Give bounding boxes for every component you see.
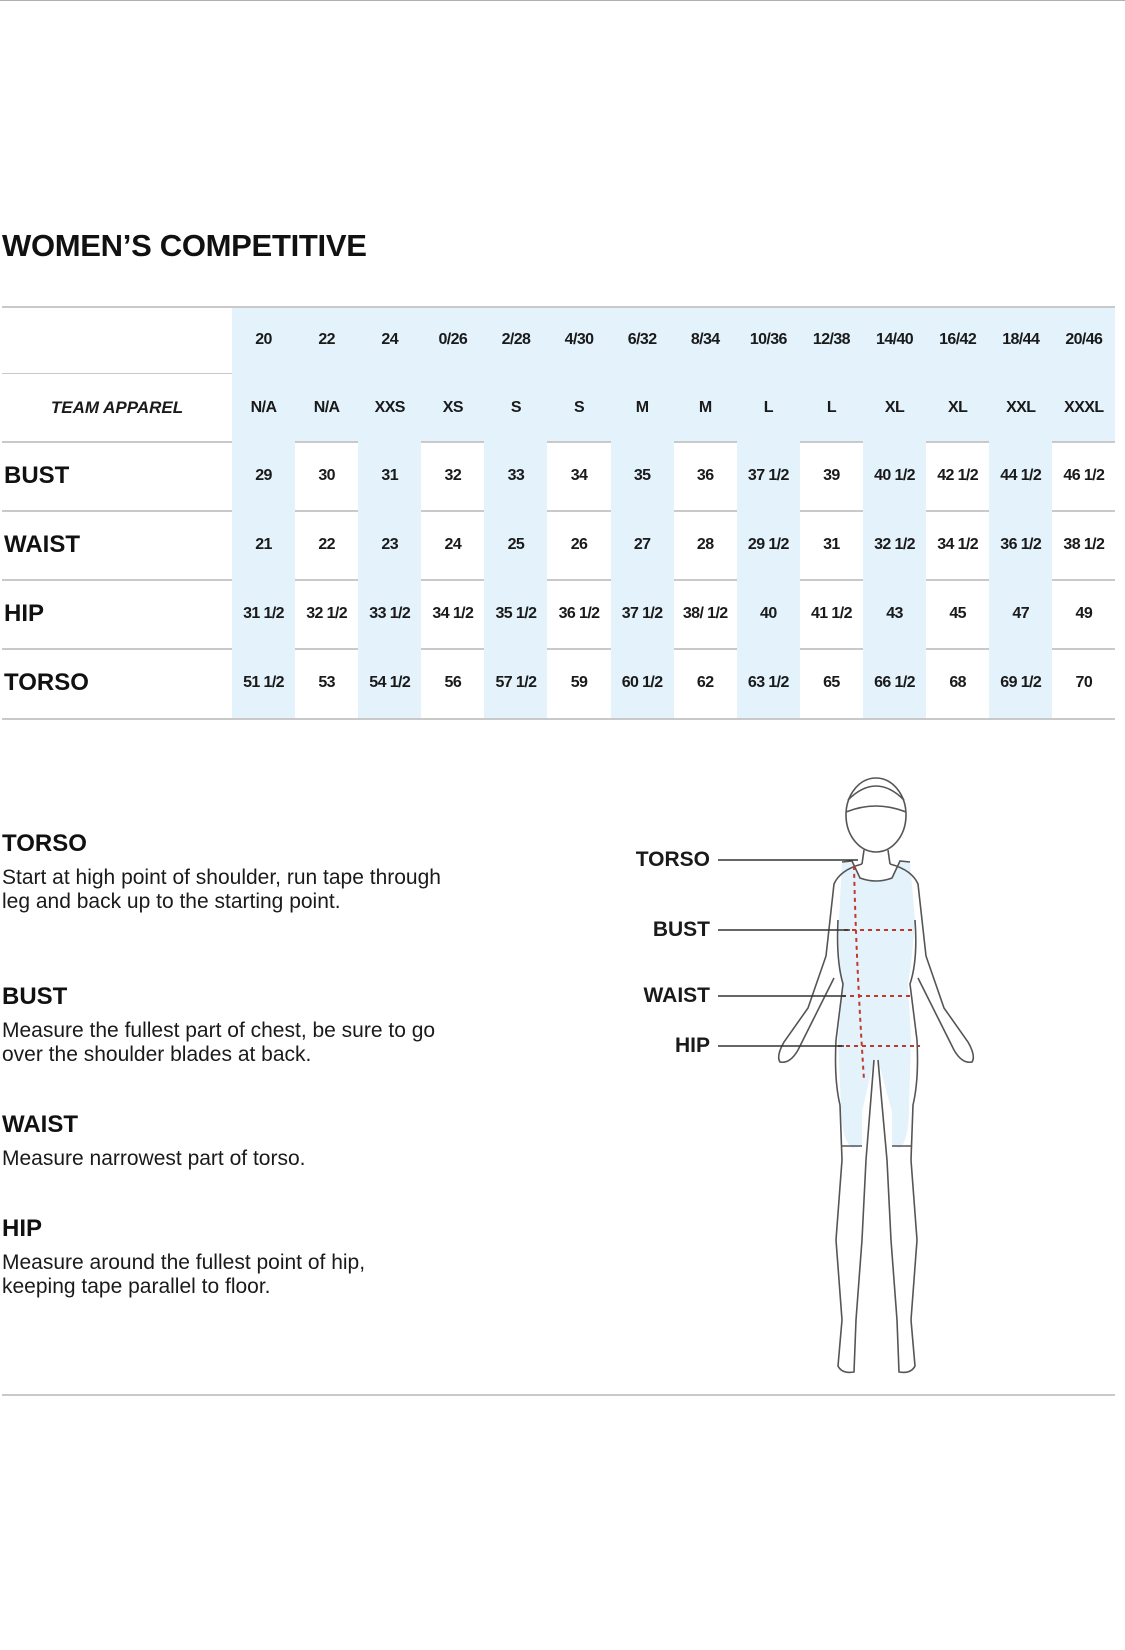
size-chart-table (2, 306, 1115, 726)
top-divider (0, 0, 1125, 1)
measurement-cell: 24 (444, 535, 462, 553)
measurement-cell: 63 1/2 (747, 673, 789, 691)
measurement-cell: 34 1/2 (937, 535, 979, 553)
measurement-cell: 31 1/2 (243, 604, 284, 622)
measurement-cell: 41 1/2 (810, 604, 852, 622)
measurement-cell: 40 1/2 (874, 466, 915, 484)
measurement-cell: 22 (318, 535, 335, 553)
measurement-cell: 34 1/2 (432, 604, 474, 622)
row-label-bust: BUST (4, 461, 70, 489)
size-header-cell: 18/44 (1002, 331, 1040, 348)
measurement-cell: 62 (696, 673, 714, 691)
measurement-cell: 70 (1075, 673, 1093, 691)
team-apparel-cell: M (635, 398, 649, 416)
measurement-cell: 65 (823, 673, 840, 691)
measurement-cell: 56 (444, 673, 462, 691)
measurement-cell: 33 (507, 466, 525, 484)
size-header-cell: 12/38 (812, 331, 850, 348)
team-apparel-cell: XL (948, 398, 968, 416)
measurement-cell: 51 1/2 (243, 673, 284, 691)
figure-label-waist: WAIST (643, 984, 710, 1007)
measurement-cell: 43 (886, 604, 903, 622)
measurement-cell: 36 1/2 (558, 604, 600, 622)
measurement-cell: 44 1/2 (1000, 466, 1042, 484)
measurement-cell: 39 (823, 466, 840, 484)
size-header-cell: 8/34 (690, 331, 720, 348)
team-apparel-cell: S (574, 398, 585, 416)
measurement-cell: 32 (444, 466, 462, 484)
team-apparel-cell: L (826, 398, 837, 416)
measurement-cell: 35 1/2 (495, 604, 537, 622)
size-header-cell: 16/42 (939, 331, 977, 348)
team-apparel-cell: N/A (313, 398, 340, 416)
measurement-cell: 37 1/2 (747, 466, 789, 484)
measurement-cell: 69 1/2 (1000, 673, 1042, 691)
instruction-text: Start at high point of shoulder, run tape through leg and back up to the starting point. (2, 866, 441, 913)
instruction-heading: WAIST (2, 1111, 78, 1138)
measurement-cell: 53 (318, 673, 335, 691)
measurement-cell: 49 (1075, 604, 1093, 622)
table-bottom-line (2, 718, 1115, 720)
instruction-waist (2, 1111, 442, 1171)
measurement-cell: 59 (570, 673, 588, 691)
measurement-cell: 45 (949, 604, 966, 622)
measurement-cell: 38/ 1/2 (682, 604, 728, 622)
measurement-cell: 25 (507, 535, 525, 553)
team-apparel-cell: S (510, 398, 521, 416)
measurement-cell: 36 1/2 (1000, 535, 1042, 553)
instruction-hip (2, 1215, 442, 1299)
measurement-cell: 36 (696, 466, 714, 484)
team-apparel-cell: XL (884, 398, 905, 416)
team-apparel-cell: L (763, 398, 773, 416)
measurement-cell: 60 1/2 (621, 673, 663, 691)
measurement-cell: 29 1/2 (747, 535, 789, 553)
measurement-cell: 27 (633, 535, 651, 553)
team-apparel-cell: XXS (374, 398, 405, 416)
size-header-cell: 4/30 (564, 331, 594, 348)
size-header-cell: 22 (318, 331, 335, 348)
figure-label-torso: TORSO (635, 848, 710, 871)
instruction-heading: BUST (2, 983, 68, 1010)
team-apparel-cell: M (698, 398, 712, 416)
team-apparel-cell: N/A (250, 398, 277, 416)
measurement-cell: 32 1/2 (874, 535, 915, 553)
row-label-waist: WAIST (4, 530, 80, 558)
measurement-cell: 46 1/2 (1063, 466, 1105, 484)
measurement-cell: 29 (255, 466, 272, 484)
measurement-cell: 26 (570, 535, 588, 553)
instruction-heading: HIP (2, 1215, 43, 1242)
swimsuit-fill (838, 861, 915, 1148)
team-apparel-cell: XXXL (1064, 398, 1104, 416)
size-header-cell: 14/40 (876, 331, 914, 348)
team-apparel-cell: XXL (1006, 398, 1036, 416)
team-apparel-cell: XS (442, 398, 463, 416)
measurement-cell: 23 (381, 535, 399, 553)
measurement-cell: 31 (823, 535, 840, 553)
instruction-text: Measure the fullest part of chest, be sure to go over the shoulder blades at back. (2, 1019, 436, 1066)
measurement-cell: 34 (570, 466, 588, 484)
bottom-divider (2, 1394, 1115, 1396)
instruction-heading: TORSO (2, 830, 87, 857)
row-label-torso: TORSO (4, 668, 89, 696)
size-header-cell: 20 (255, 331, 272, 348)
measurement-cell: 33 1/2 (369, 604, 411, 622)
measurement-cell: 66 1/2 (874, 673, 915, 691)
measurement-cell: 42 1/2 (937, 466, 979, 484)
measurement-cell: 40 (760, 604, 777, 622)
measurement-cell: 57 1/2 (495, 673, 537, 691)
size-header-cell: 6/32 (627, 331, 657, 348)
label-leaders (718, 860, 858, 1046)
measurement-cell: 54 1/2 (369, 673, 411, 691)
figure-label-hip: HIP (674, 1034, 710, 1057)
measurement-cell: 37 1/2 (621, 604, 663, 622)
measurement-cell: 28 (696, 535, 714, 553)
measurement-cell: 31 (381, 466, 399, 484)
body-measurement-figure (630, 760, 1030, 1400)
size-header-cell: 20/46 (1065, 331, 1103, 348)
measurement-cell: 30 (318, 466, 335, 484)
body-outline (779, 778, 974, 1372)
size-header-cell: 0/26 (438, 331, 468, 348)
row-label-hip: HIP (4, 599, 45, 627)
page-title: WOMEN’S COMPETITIVE (2, 228, 367, 263)
size-header-cell: 2/28 (501, 331, 531, 348)
measurement-cell: 21 (255, 535, 272, 553)
instruction-bust (2, 983, 442, 1067)
size-header-cell: 10/36 (749, 331, 787, 348)
team-apparel-label: TEAM APPAREL (50, 397, 184, 417)
measurement-cell: 32 1/2 (306, 604, 348, 622)
measurement-cell: 38 1/2 (1063, 535, 1105, 553)
measurement-cell: 68 (949, 673, 966, 691)
size-header-cell: 24 (381, 331, 399, 348)
figure-label-bust: BUST (652, 918, 710, 941)
measurement-cell: 35 (633, 466, 651, 484)
instruction-text: Measure around the fullest point of hip, keeping tape parallel to floor. (2, 1251, 366, 1298)
instruction-text: Measure narrowest part of torso. (2, 1147, 306, 1170)
measurement-cell: 47 (1012, 604, 1030, 622)
instruction-torso (2, 830, 442, 914)
